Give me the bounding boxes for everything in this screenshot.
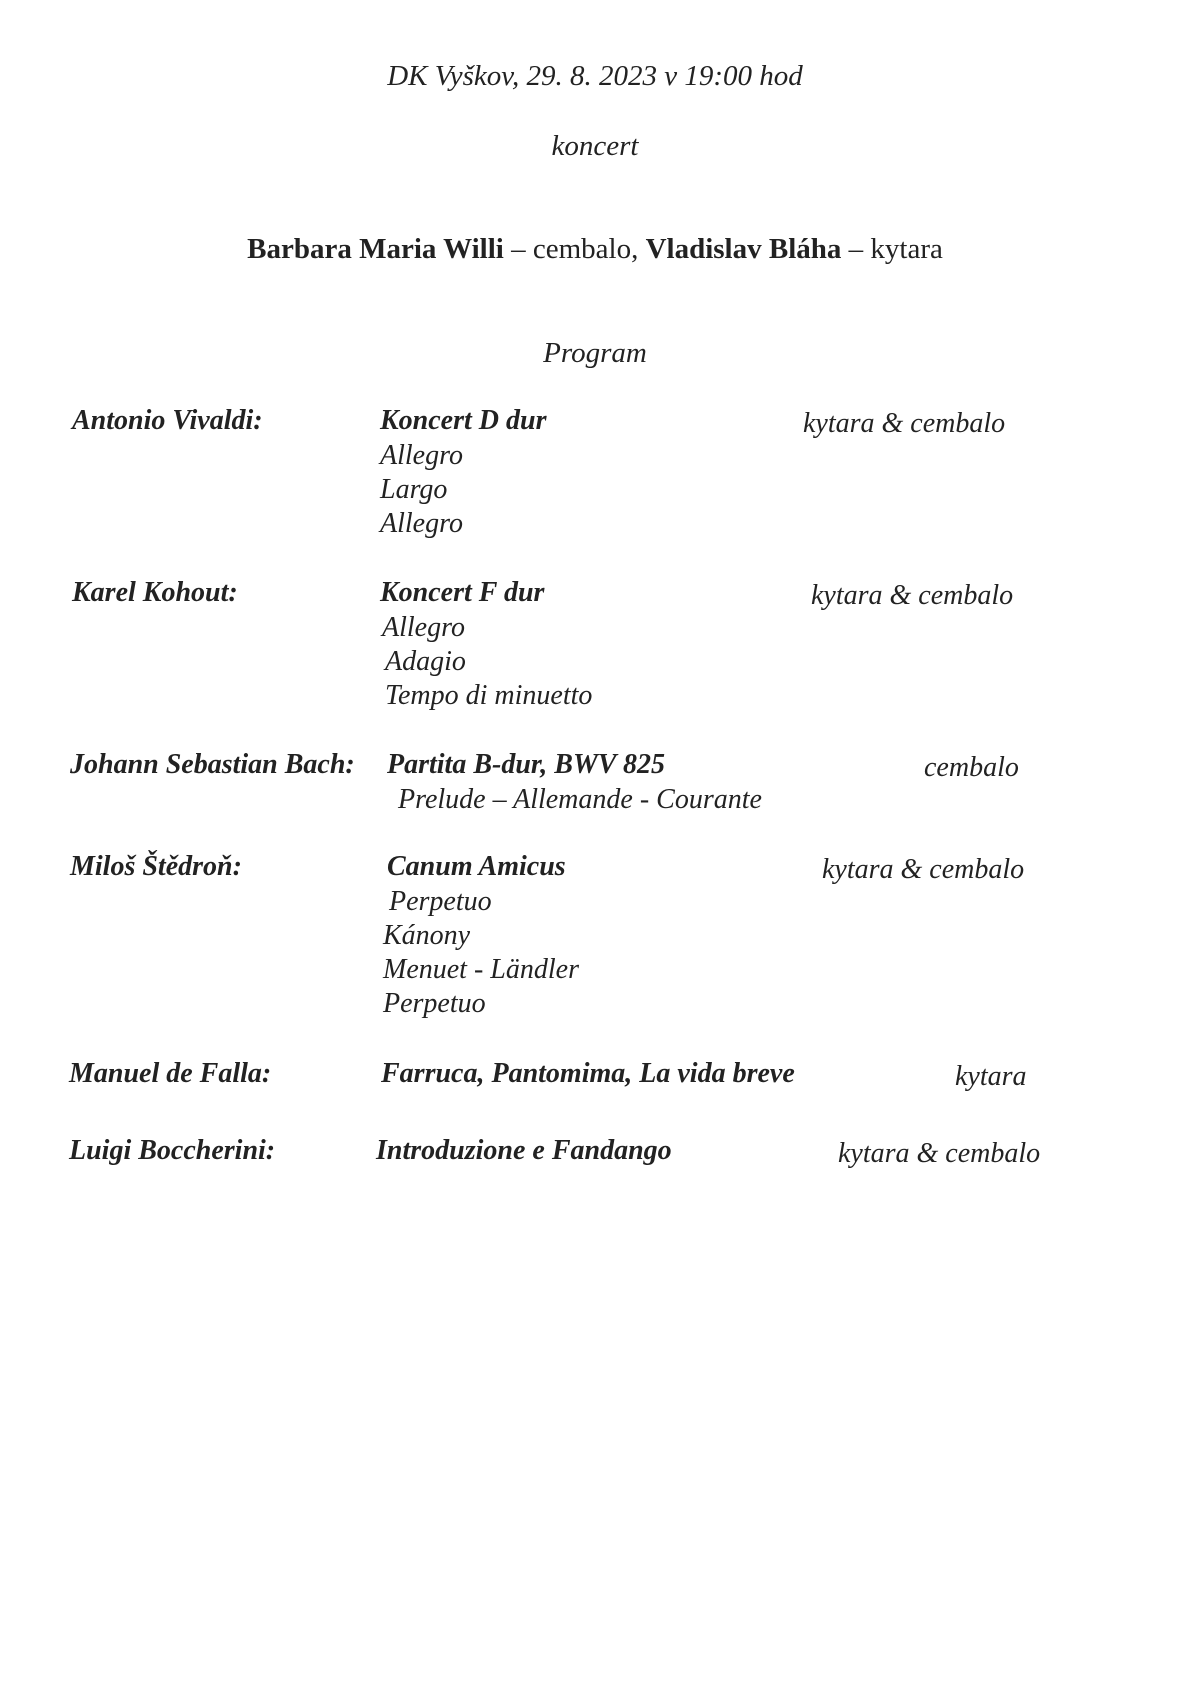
instrumentation: kytara & cembalo bbox=[811, 580, 1014, 611]
work-title: Farruca, Pantomima, La vida breve bbox=[381, 1058, 795, 1089]
composer-name: Luigi Boccherini: bbox=[69, 1135, 276, 1166]
event-type: koncert bbox=[551, 130, 639, 162]
movement: Tempo di minuetto bbox=[385, 680, 593, 711]
movement: Allegro bbox=[382, 612, 465, 643]
instrumentation: kytara bbox=[955, 1061, 1027, 1092]
work-title: Koncert D dur bbox=[380, 405, 547, 436]
composer-name: Miloš Štědroň: bbox=[70, 851, 242, 882]
performer-1-name: Barbara Maria Willi bbox=[247, 233, 504, 265]
movement: Allegro bbox=[380, 508, 463, 539]
work-title: Partita B-dur, BWV 825 bbox=[387, 749, 666, 780]
composer-name: Karel Kohout: bbox=[72, 577, 238, 608]
movement: Adagio bbox=[385, 646, 466, 677]
venue-date-line: DK Vyškov, 29. 8. 2023 v 19:00 hod bbox=[387, 60, 803, 92]
program-title: Program bbox=[543, 337, 647, 369]
movement: Menuet - Ländler bbox=[383, 954, 579, 985]
instrumentation: kytara & cembalo bbox=[822, 854, 1025, 885]
movement: Largo bbox=[380, 474, 448, 505]
work-title: Koncert F dur bbox=[380, 577, 545, 608]
movement: Prelude – Allemande - Courante bbox=[398, 784, 762, 815]
performer-1-role: – cembalo, bbox=[503, 233, 646, 265]
movement: Kánony bbox=[383, 920, 471, 951]
performers-line bbox=[0, 233, 1190, 266]
performer-2-name: Vladislav Bláha bbox=[645, 233, 842, 265]
composer-name: Manuel de Falla: bbox=[69, 1058, 272, 1089]
movement: Perpetuo bbox=[383, 988, 486, 1019]
performer-2-role: – kytara bbox=[841, 233, 943, 265]
movement: Allegro bbox=[380, 440, 463, 471]
composer-name: Antonio Vivaldi: bbox=[72, 405, 263, 436]
movement: Perpetuo bbox=[389, 886, 492, 917]
composer-name: Johann Sebastian Bach: bbox=[70, 749, 355, 780]
work-title: Canum Amicus bbox=[387, 851, 566, 882]
instrumentation: kytara & cembalo bbox=[838, 1138, 1041, 1169]
work-title: Introduzione e Fandango bbox=[376, 1135, 672, 1166]
instrumentation: cembalo bbox=[924, 752, 1019, 783]
instrumentation: kytara & cembalo bbox=[803, 408, 1006, 439]
